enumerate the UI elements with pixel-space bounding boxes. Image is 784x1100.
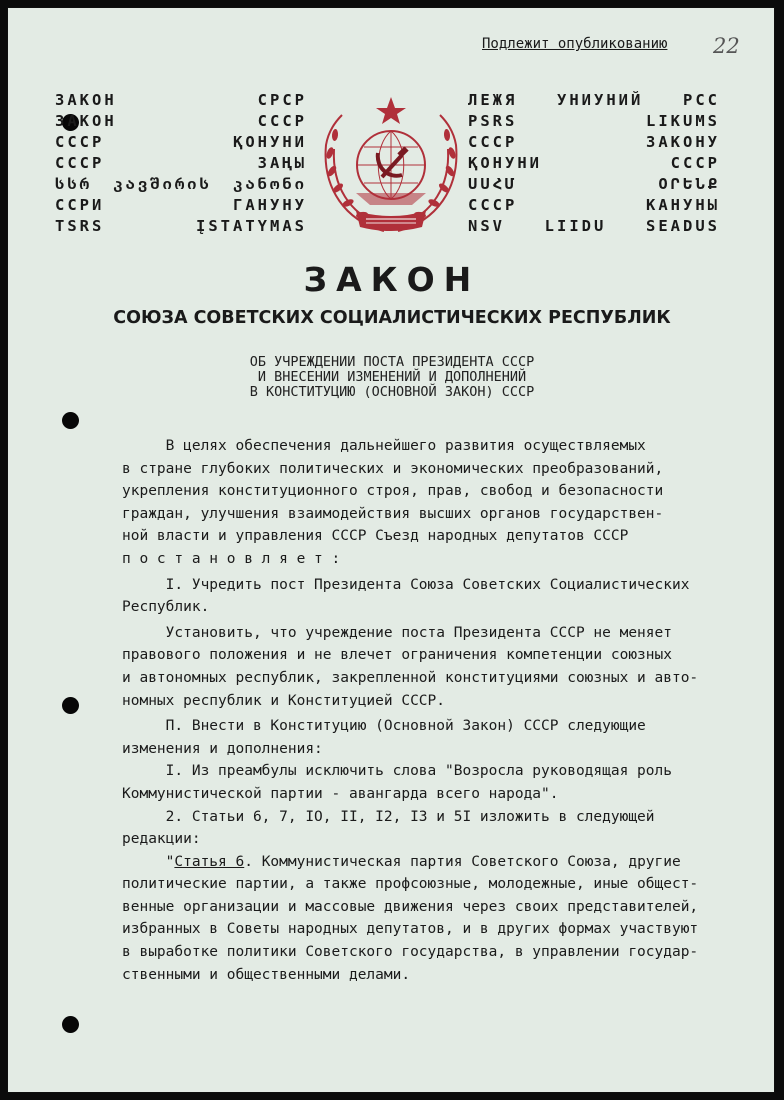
law-name-line: СССР ЗАҢЫ: [55, 154, 307, 172]
text-line: В целях обеспечения дальнейшего развития осуществляемых: [122, 438, 646, 454]
law-name-line: ՍՍՀՄ ՕՐԵՆՔ: [468, 175, 720, 193]
section-2: [122, 715, 742, 851]
text-line: 2. Статьи 6, 7, IO, II, I2, I3 и 5I изложить в следующей: [122, 808, 655, 825]
article-6-quote: ": [122, 853, 175, 870]
text-line: в выработке политики Советского государства, в управлении государ-: [122, 944, 699, 961]
document-title: ЗАКОН: [303, 260, 481, 299]
punch-hole: [62, 697, 79, 714]
law-name-line: ЗАКОН СРСР: [55, 91, 307, 109]
law-body: [122, 435, 742, 986]
punch-hole: [62, 1016, 79, 1033]
section-1: [122, 574, 742, 619]
publication-stamp: Подлежит опубликованию: [482, 36, 668, 52]
heading-line: В КОНСТИТУЦИЮ (ОСНОВНОЙ ЗАКОН) СССР: [249, 384, 535, 400]
document-subtitle: СОЮЗА СОВЕТСКИХ СОЦИАЛИСТИЧЕСКИХ РЕСПУБЛИК: [113, 308, 671, 328]
law-name-line: PSRS LIKUMS: [468, 112, 720, 130]
text-line: правового положения и не влечет ограничения компетенции союзных: [122, 647, 672, 664]
preamble: [122, 435, 742, 571]
law-name-line: ҚОНУНИ СССР: [468, 154, 720, 172]
text-line: укрепления конституционного строя, прав, свобод и безопасности: [122, 483, 664, 500]
article-6-text: . Коммунистическая партия Советского Союза, другие: [244, 853, 681, 870]
heading-line: ОБ УЧРЕЖДЕНИИ ПОСТА ПРЕЗИДЕНТА СССР: [249, 354, 535, 370]
text-line: ной власти и управления СССР Съезд народных депутатов СССР: [122, 528, 629, 545]
text-line: ственными и общественными делами.: [122, 966, 411, 983]
punch-hole: [62, 412, 79, 429]
text-line: политические партии, а также профсоюзные, молодежные, иные общест-: [122, 876, 699, 893]
article-6: [122, 851, 742, 987]
text-line: п о с т а н о в л я е т :: [122, 550, 341, 567]
page-number: 22: [713, 34, 740, 58]
law-name-line: СССР ҚОНУНИ: [55, 133, 307, 151]
law-name-line: სსრ კავშირის კანონი: [55, 175, 307, 193]
text-line: Республик.: [122, 599, 210, 616]
text-line: номных республик и Конституцией СССР.: [122, 692, 446, 709]
law-name-line: TSRS ĮSTATYMAS: [55, 217, 307, 235]
text-line: П. Внести в Конституцию (Основной Закон) СССР следующие: [122, 718, 646, 735]
heading-line: И ВНЕСЕНИИ ИЗМЕНЕНИЙ И ДОПОЛНЕНИЙ: [257, 369, 527, 385]
text-line: I. Учредить пост Президента Союза Советских Социалистических: [122, 576, 690, 593]
header-names-left: [55, 90, 307, 237]
text-line: Коммунистической партии - авангарда всего народа".: [122, 785, 559, 802]
text-line: редакции:: [122, 831, 201, 848]
header-names-right: [468, 90, 720, 237]
law-heading: [0, 355, 784, 400]
article-6-label: Статья 6: [174, 853, 245, 870]
text-line: изменения и дополнения:: [122, 740, 323, 757]
law-name-line: СССР КАНУНЫ: [468, 196, 720, 214]
law-name-line: ЛЕЖЯ УНИУНИЙ РСС: [468, 91, 720, 109]
law-name-line: ЗАКОН СССР: [55, 112, 307, 130]
article-6-first-line: [122, 851, 742, 874]
ussr-state-emblem-icon: [316, 93, 466, 241]
text-line: в стране глубоких политических и экономических преобразований,: [122, 460, 664, 477]
text-line: I. Из преамбулы исключить слова "Возросла руководящая роль: [122, 763, 672, 780]
section-1-paragraph: [122, 622, 742, 712]
text-line: Установить, что учреждение поста Президента СССР не меняет: [122, 624, 672, 641]
text-line: венные организации и массовые движения через своих представителей,: [122, 898, 699, 915]
law-name-line: NSV LIIDU SEADUS: [468, 217, 720, 235]
text-line: и автономных республик, закрепленной конституциями союзных и авто-: [122, 669, 699, 686]
law-name-line: СССР ЗАКОНУ: [468, 133, 720, 151]
text-line: избранных в Советы народных депутатов, и в других формах участвуют: [122, 921, 699, 938]
text-line: граждан, улучшения взаимодействия высших органов государствен-: [122, 505, 664, 522]
law-name-line: ССРИ ГАНУНУ: [55, 196, 307, 214]
